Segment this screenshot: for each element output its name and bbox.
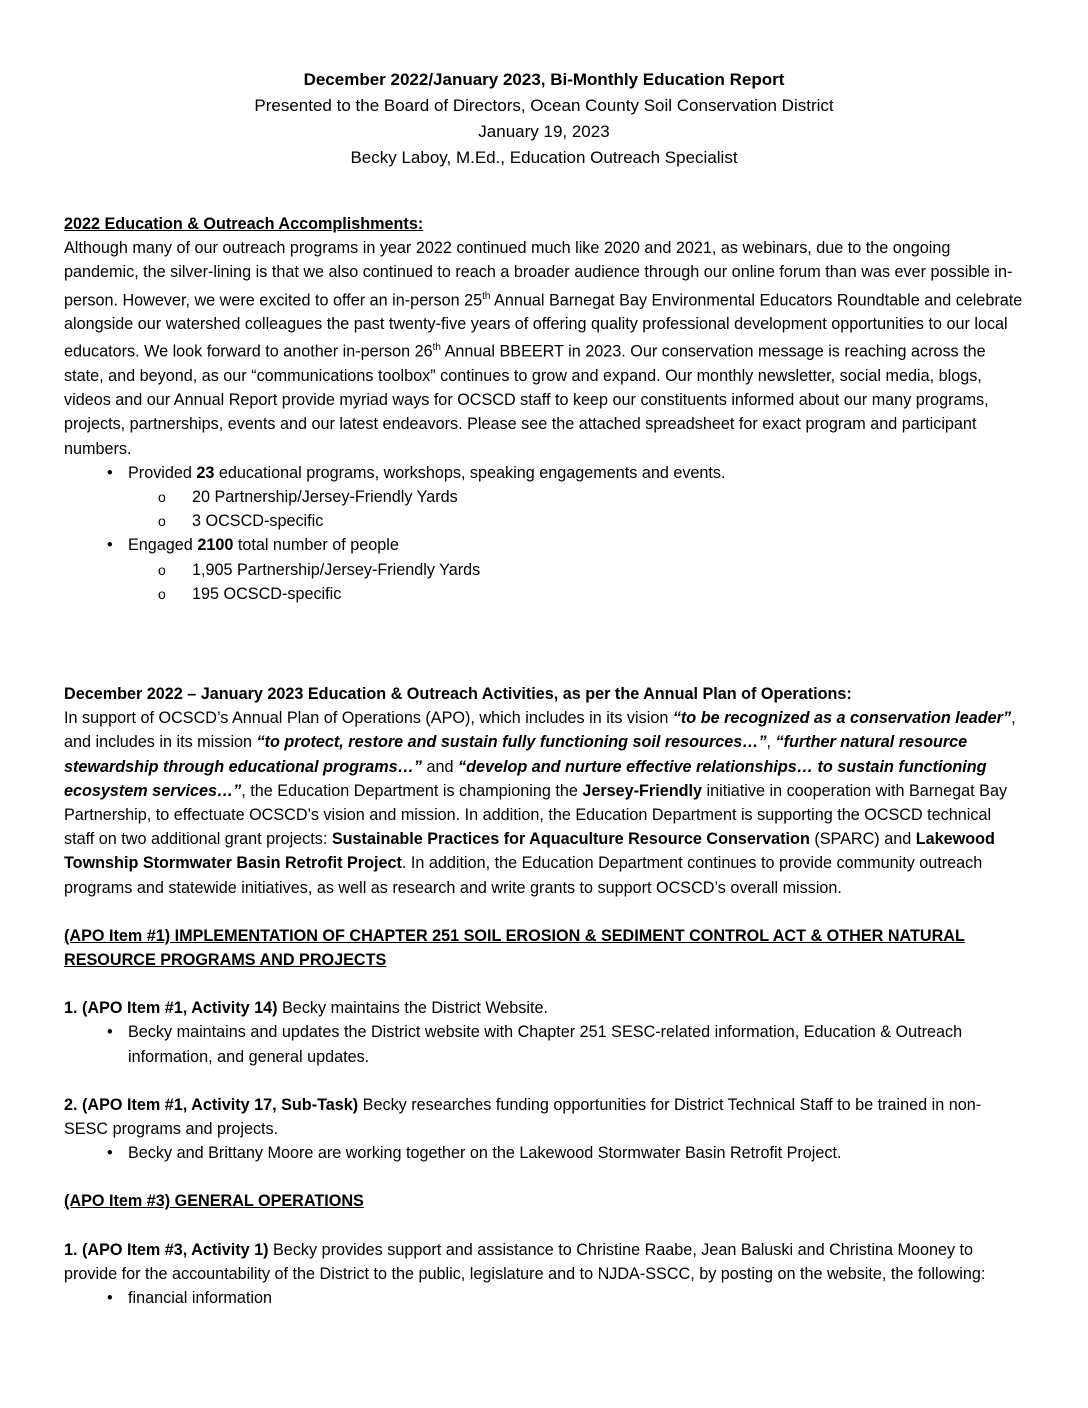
text-run: Becky researches funding opportunities for District Technical Staff to be trained in non-SESC programs and projects.: [64, 1095, 982, 1139]
report-title: December 2022/January 2023, Bi-Monthly Education Report: [303, 70, 785, 89]
list-item: • Becky maintains and updates the District website with Chapter 251 SESC-related information, Education & Outreach information, and general updates.: [64, 1020, 1024, 1068]
text-run: Provided: [128, 463, 197, 482]
sub-list-item: o 3 OCSCD-specific: [128, 509, 1024, 533]
activity-label: 2. (APO Item #1, Activity 17, Sub-Task): [64, 1095, 359, 1114]
text-run: Annual BBEERT in 2023. Our conservation message is reaching across the state, and beyond, as our “communications toolbox” continues to grow and expand. Our monthly newsletter, social media, blogs, videos and our Annual Report provide myriad ways for OCSCD staff to keep our constituents informed about our many programs, projects, partnerships, events and our latest endeavors. Please see the attached spreadsheet for exact program and participant numbers.: [64, 342, 989, 458]
program-count: 23: [196, 463, 215, 482]
text-run: initiative in cooperation with Barnegat Bay Partnership, to effectuate OCSCD’s vision and mission. In addition, the Education Department is supporting the OCSCD technical staff on two additional grant projects:: [64, 781, 1008, 849]
list-item: [64, 533, 1024, 606]
activity-label: 1. (APO Item #1, Activity 14): [64, 999, 278, 1018]
sub-list-item: o 1,905 Partnership/Jersey-Friendly Yards: [128, 558, 1024, 582]
sub-list-item: o 20 Partnership/Jersey-Friendly Yards: [128, 485, 1024, 509]
activities-section: [64, 682, 1024, 900]
accomplishments-title: 2022 Education & Outreach Accomplishments:: [64, 215, 424, 233]
apo-item-3-activity-1: [64, 1238, 1024, 1286]
project-name: Sustainable Practices for Aquaculture Resource Conservation: [331, 830, 810, 849]
activity-list: [64, 1286, 1024, 1310]
text-run: Becky maintains the District Website.: [277, 999, 548, 1018]
accomplishments-paragraph: [64, 236, 1024, 461]
text-run: ,: [766, 733, 776, 752]
people-count: 2100: [197, 536, 234, 555]
activity-list: [64, 1020, 1024, 1068]
text-run: Engaged: [128, 536, 198, 555]
apo-item-1-section: [64, 924, 1024, 1166]
apo-item-3-title: (APO Item #3) GENERAL OPERATIONS: [64, 1192, 364, 1211]
mission-quote: “develop and nurture effective relationships… to sustain functioning ecosystem services…”: [64, 757, 987, 800]
sub-list-item: o 195 OCSCD-specific: [128, 582, 1024, 606]
activity-label: 1. (APO Item #3, Activity 1): [64, 1240, 269, 1259]
activities-paragraph: [64, 706, 1024, 900]
mission-quote: “further natural resource stewardship through educational programs…”: [64, 733, 968, 776]
initiative-name: Jersey-Friendly: [582, 781, 702, 800]
text-run: and: [421, 757, 458, 776]
text-run: In support of OCSCD’s Annual Plan of Operations (APO), which includes in its vision: [64, 709, 673, 728]
apo-item-1-title: (APO Item #1) IMPLEMENTATION OF CHAPTER 251 SOIL EROSION & SEDIMENT CONTROL ACT & OTHER NATURAL RESOURCE PROGRAMS AND PROJECTS: [64, 926, 965, 970]
vision-quote: “to be recognized as a conservation leader”: [672, 709, 1012, 728]
text-run: , the Education Department is championing the: [241, 781, 583, 800]
text-run: Although many of our outreach programs in year 2022 continued much like 2020 and 2021, as webinars, due to the ongoing pandemic, the silver-lining is that we also continued to reach a broader audience through our online forum than was ever possible in-person. However, we were excited to offer an in-person 25: [64, 239, 1013, 309]
text-run: Annual Barnegat Bay Environmental Educators Roundtable and celebrate alongside our watershed colleagues the past twenty-five years of offering quality professional development opportunities to our local educators. We look forward to another in-person 26: [64, 291, 1023, 361]
text-run: Becky provides support and assistance to Christine Raabe, Jean Baluski and Christina Mooney to provide for the accountability of the District to the public, legislature and to NJDA-SSCC, by posting on the website, the following:: [64, 1240, 986, 1283]
apo-item-1-activity-17: [64, 1093, 1024, 1141]
superscript: th: [432, 342, 441, 354]
list-item: • financial information: [64, 1286, 1024, 1310]
apo-item-3-section: [64, 1189, 1024, 1310]
activities-title: December 2022 – January 2023 Education & Outreach Activities, as per the Annual Plan of Operations:: [64, 685, 852, 704]
accomplishments-list: [64, 461, 1024, 606]
text-run: educational programs, workshops, speaking engagements and events.: [214, 463, 726, 482]
report-header: [64, 67, 1024, 171]
superscript: th: [482, 290, 491, 302]
apo-item-1-activity-14: [64, 996, 1024, 1020]
mission-quote: “to protect, restore and sustain fully functioning soil resources…”: [256, 733, 767, 752]
text-run: . In addition, the Education Department continues to provide community outreach programs and statewide initiatives, as well as research and write grants to support OCSCD’s overall mission.: [64, 854, 983, 897]
sub-list: [128, 485, 1024, 533]
accomplishments-section: [64, 212, 1024, 606]
list-item: [64, 461, 1024, 534]
report-author: Becky Laboy, M.Ed., Education Outreach Specialist: [350, 148, 738, 167]
presented-to: Presented to the Board of Directors, Ocean County Soil Conservation District: [254, 96, 834, 115]
text-run: total number of people: [233, 536, 399, 555]
list-item: • Becky and Brittany Moore are working together on the Lakewood Stormwater Basin Retrofit Project.: [64, 1141, 1024, 1165]
sub-list: [128, 558, 1024, 606]
text-run: (SPARC) and: [809, 830, 916, 849]
activity-list: [64, 1141, 1024, 1165]
report-date: January 19, 2023: [478, 122, 610, 141]
text-run: , and includes in its mission: [64, 709, 1016, 752]
project-name: Lakewood Township Stormwater Basin Retrofit Project: [64, 830, 995, 873]
